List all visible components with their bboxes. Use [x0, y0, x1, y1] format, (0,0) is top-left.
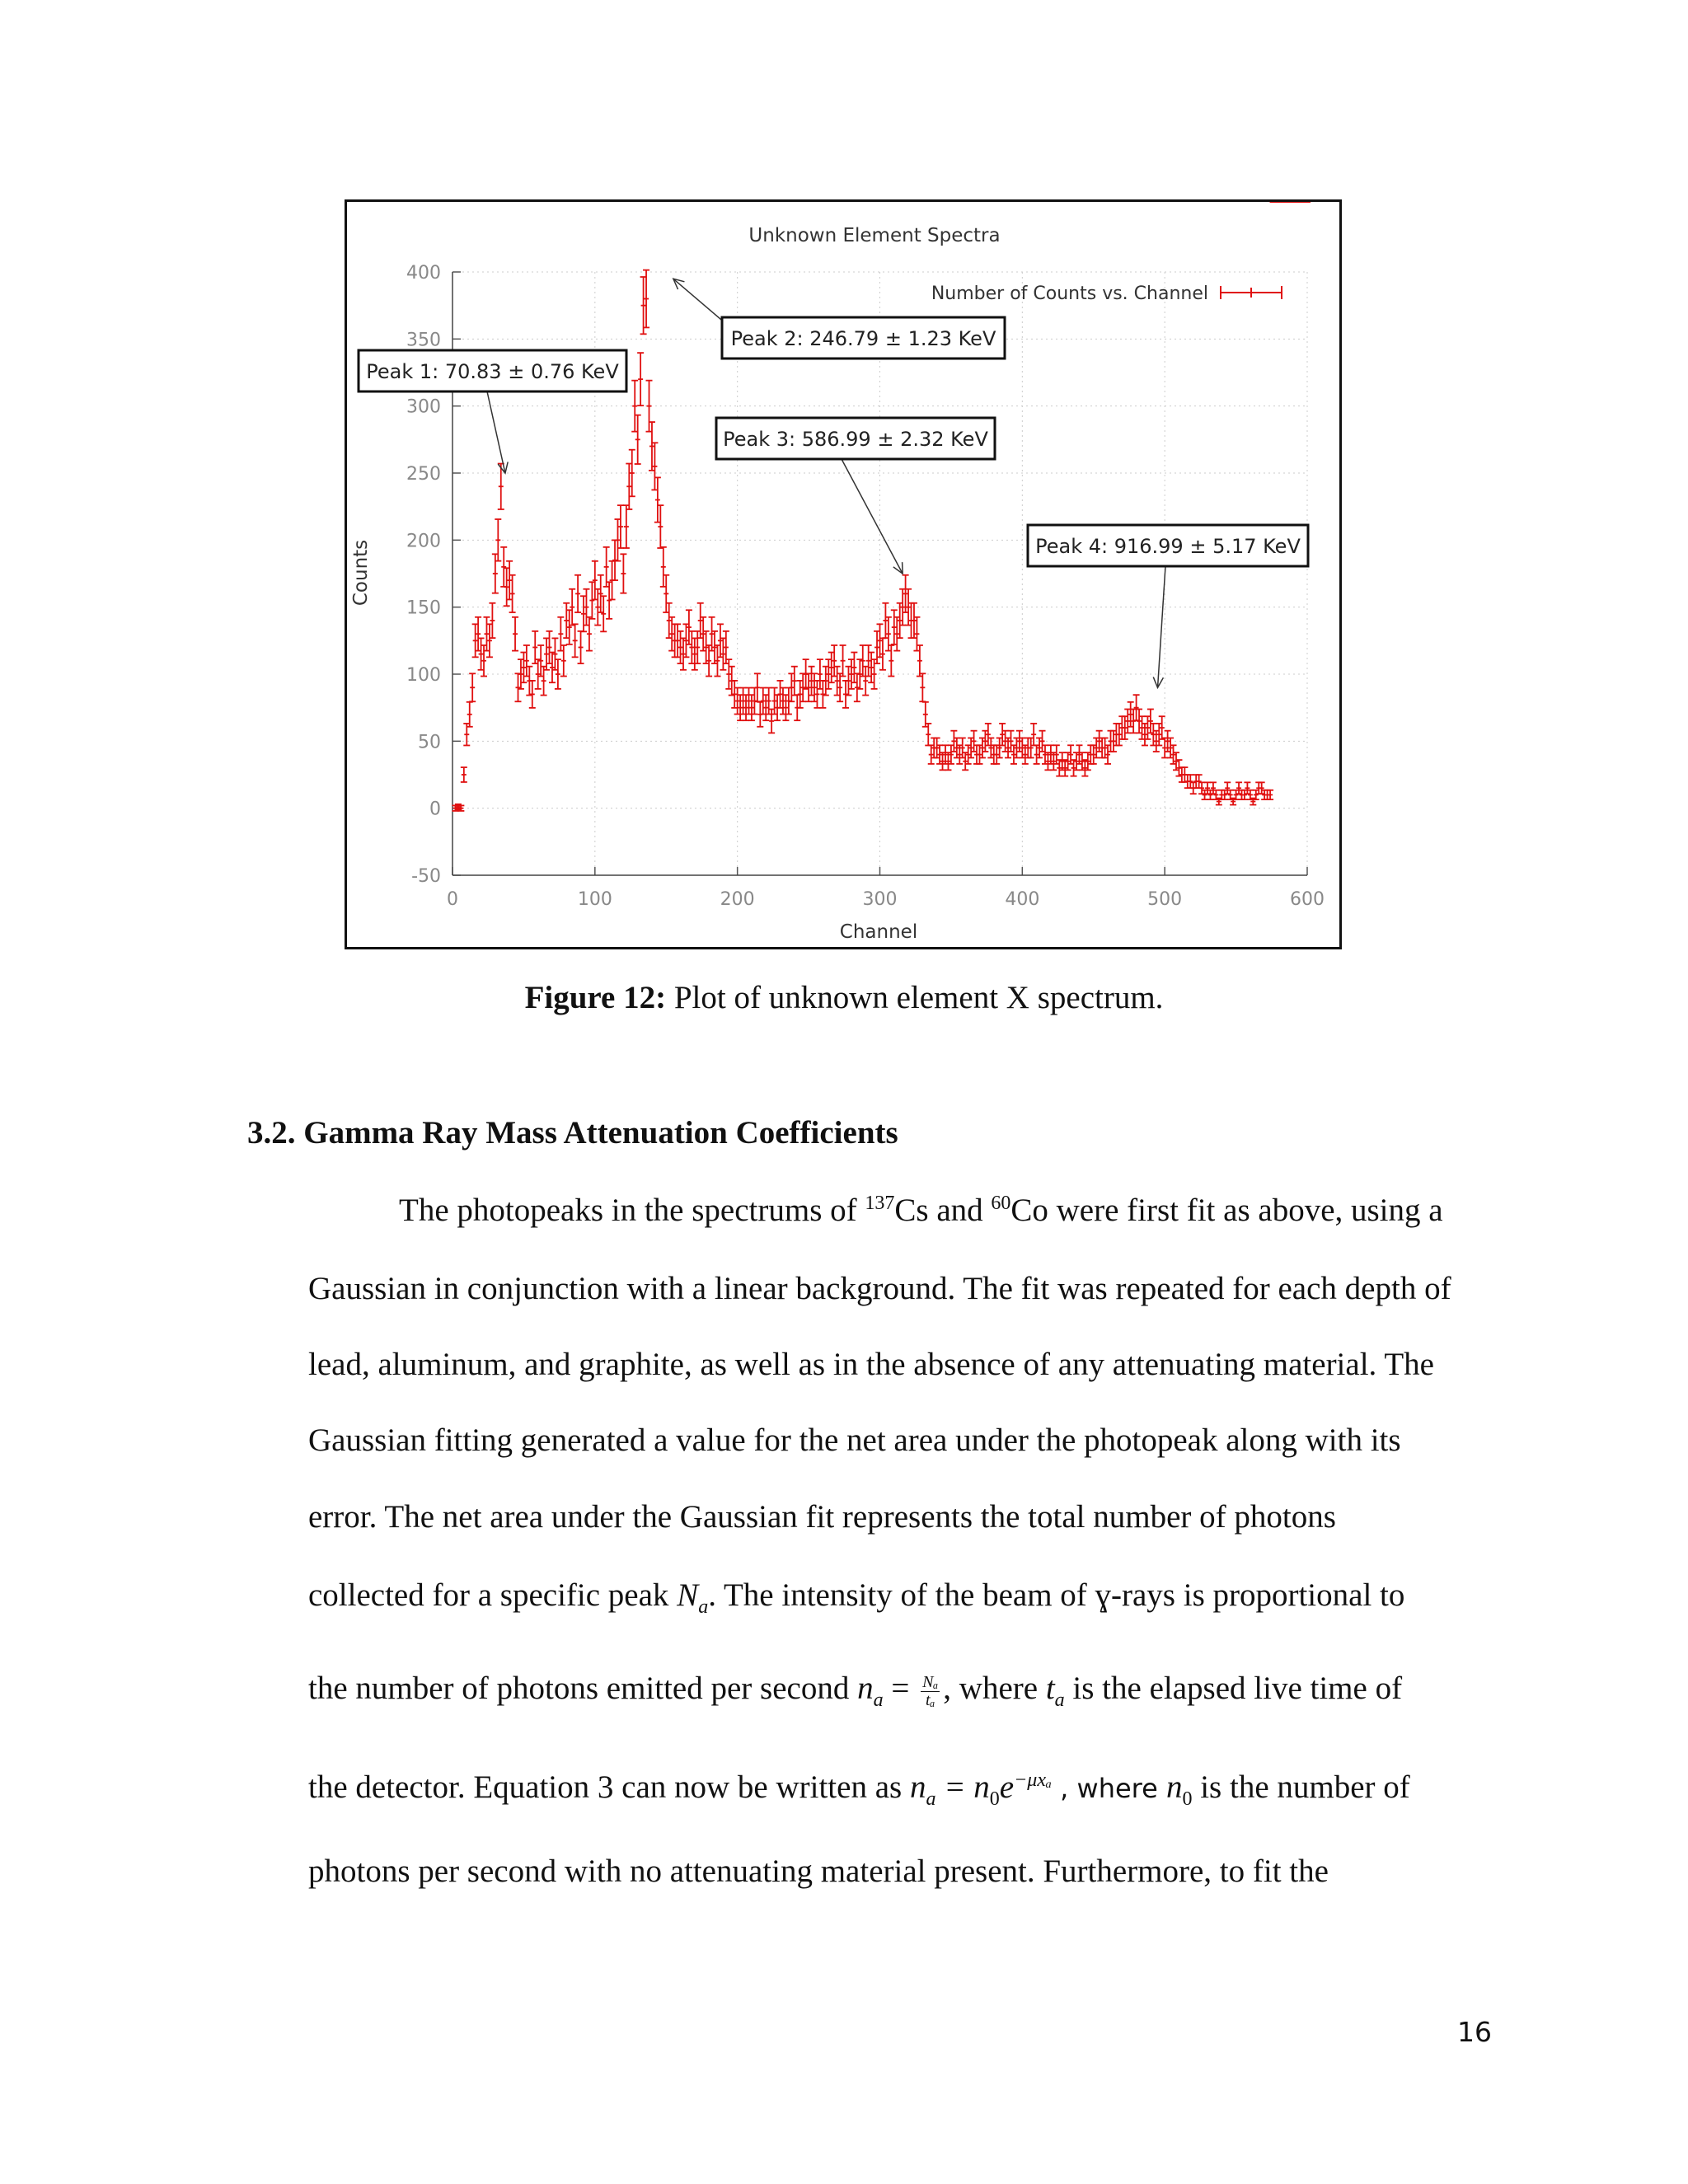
data-point: [469, 673, 476, 701]
figure-caption: [0, 979, 1688, 1016]
x-tick-label: 100: [577, 889, 612, 910]
math-variable: N: [677, 1577, 699, 1613]
math-operator: =: [883, 1671, 918, 1706]
text-run: collected for a specific peak: [308, 1577, 678, 1613]
y-tick-label: 0: [429, 799, 441, 820]
annotation-label: Peak 1: 70.83 ± 0.76 KeV: [366, 360, 619, 383]
text-run: . The intensity of the beam of ɣ-rays is proportional to: [708, 1577, 1405, 1613]
figure-caption-label: Figure 12:: [524, 980, 667, 1015]
annotation-label: Peak 4: 916.99 ± 5.17 KeV: [1035, 535, 1301, 558]
paragraph-line-3: lead, aluminum, and graphite, as well as in the absence of any attenuating material. The: [308, 1347, 1434, 1382]
superscript: 137: [865, 1193, 895, 1214]
math-variable: t: [1045, 1671, 1055, 1706]
text-run: , where: [1052, 1773, 1166, 1804]
annotation-arrow: [842, 459, 903, 574]
x-tick-label: 300: [862, 889, 898, 910]
paragraph-line-6: [308, 1579, 1404, 1617]
data-point: [512, 617, 518, 651]
paragraph-line-1: [399, 1193, 1443, 1226]
paragraph-line-2: Gaussian in conjunction with a linear background. The fit was repeated for each depth of: [308, 1271, 1451, 1306]
paragraph-line-5: error. The net area under the Gaussian fit represents the total number of photons: [308, 1499, 1336, 1535]
text-run: the detector. Equation 3 can now be written as: [308, 1769, 910, 1805]
y-axis-label: Counts: [350, 539, 372, 607]
text-run: the number of photons emitted per second: [308, 1671, 858, 1706]
y-tick-label: 400: [406, 263, 441, 284]
x-tick-label: 400: [1005, 889, 1040, 910]
paragraph-line-7: [308, 1672, 1402, 1710]
math-subscript: 0: [1182, 1788, 1193, 1810]
data-point: [840, 645, 846, 677]
math-subscript: a: [926, 1788, 936, 1810]
y-tick-label: 200: [406, 531, 441, 552]
math-subscript: a: [698, 1596, 709, 1618]
y-tick-label: -50: [411, 866, 441, 887]
figure-caption-text: Plot of unknown element X spectrum.: [666, 980, 1164, 1015]
spectrum-chart: [347, 202, 1339, 947]
chart-title: Unknown Element Spectra: [748, 225, 1001, 246]
fraction-denominator: tₐ: [925, 1691, 935, 1710]
math-variable: n: [857, 1671, 874, 1706]
fraction: [921, 1674, 940, 1708]
fraction-numerator: Nₐ: [922, 1673, 939, 1692]
figure-frame: [345, 199, 1342, 949]
y-tick-label: 350: [406, 330, 441, 351]
math-variable: e: [999, 1769, 1015, 1805]
text-run: Cs and: [894, 1193, 992, 1228]
math-subscript: a: [873, 1689, 884, 1711]
math-variable: n: [909, 1769, 926, 1805]
math-variable: n: [1165, 1769, 1183, 1805]
math-exponent: −μxₐ: [1014, 1769, 1052, 1791]
data-point: [532, 631, 538, 663]
paragraph-line-4: Gaussian fitting generated a value for the net area under the photopeak along with its: [308, 1422, 1401, 1458]
annotation-arrow: [673, 279, 726, 324]
x-tick-label: 600: [1290, 889, 1325, 910]
math-subscript: a: [1054, 1689, 1065, 1711]
legend: [931, 284, 1282, 304]
x-tick-label: 200: [720, 889, 755, 910]
y-tick-label: 250: [406, 464, 441, 485]
data-point: [623, 505, 630, 548]
y-tick-label: 50: [418, 732, 441, 753]
data-point: [620, 554, 626, 593]
annotation-arrow: [1158, 566, 1165, 687]
y-tick-label: 150: [406, 598, 441, 619]
text-run: Co were first fit as above, using a: [1010, 1193, 1443, 1228]
paragraph-line-8: [308, 1770, 1410, 1809]
y-tick-label: 100: [406, 665, 441, 686]
math-expression: = n: [935, 1769, 990, 1805]
legend-label: Number of Counts vs. Channel: [931, 284, 1208, 304]
x-axis-label: Channel: [839, 921, 918, 943]
data-point: [461, 767, 467, 782]
x-tick-label: 500: [1147, 889, 1183, 910]
data-point: [603, 547, 610, 587]
paragraph-line-9: photons per second with no attenuating material present. Furthermore, to fit the: [308, 1854, 1329, 1889]
data-point: [578, 631, 584, 663]
data-point: [572, 624, 579, 657]
section-heading: 3.2. Gamma Ray Mass Attenuation Coefficients: [247, 1115, 898, 1151]
annotation-label: Peak 3: 586.99 ± 2.32 KeV: [723, 428, 988, 451]
annotation-arrow: [487, 391, 505, 473]
x-tick-label: 0: [447, 889, 458, 910]
text-run: is the number of: [1192, 1769, 1410, 1805]
text-run: is the elapsed live time of: [1064, 1671, 1403, 1706]
data-point: [637, 353, 644, 405]
data-point: [919, 673, 926, 701]
text-run: , where: [943, 1671, 1046, 1706]
superscript: 60: [991, 1193, 1011, 1214]
y-tick-label: 300: [406, 396, 441, 418]
math-subscript: 0: [989, 1788, 1000, 1810]
page-number: 16: [1457, 2016, 1492, 2048]
data-point: [574, 575, 581, 612]
text-run: The photopeaks in the spectrums of: [399, 1193, 865, 1228]
annotation-label: Peak 2: 246.79 ± 1.23 KeV: [730, 327, 996, 350]
